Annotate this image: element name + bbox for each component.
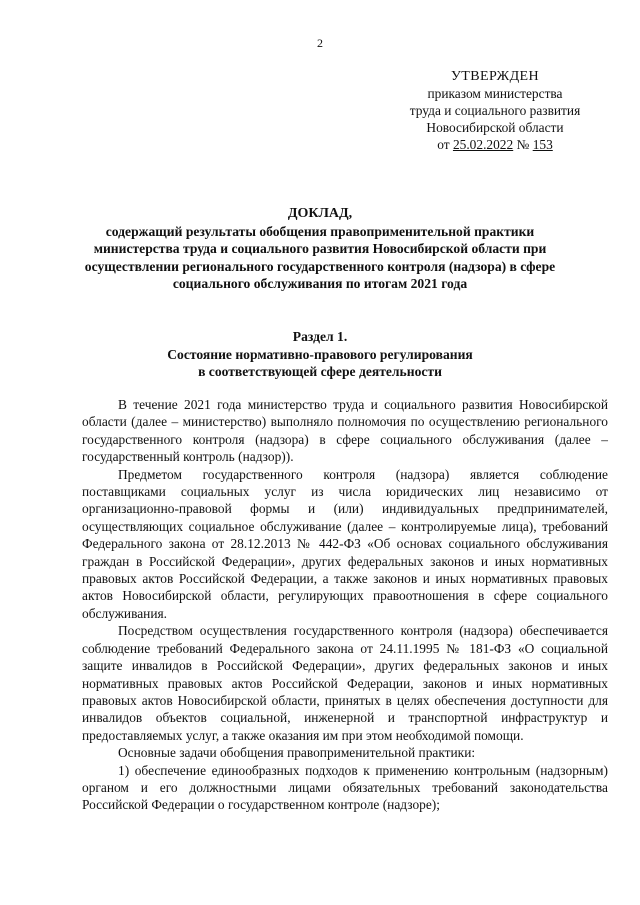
report-heading	[60, 205, 580, 293]
report-subtitle-line: министерства труда и социального развития Новосибирской области при	[93, 241, 547, 256]
paragraph: В течение 2021 года министерство труда и социального развития Новосибирской области (далее – министерство) выполняло полномочия по осуществлению регионального государственного контроля (надзора) в сфере социального обслуживания (далее – государственный контроль (надзор)).	[82, 397, 608, 465]
report-title: ДОКЛАД,	[287, 206, 353, 221]
paragraph: 1) обеспечение единообразных подходов к применению контрольным (надзорным) органом и его должностными лицами обязательных требований законодательства Российской Федерации о государственном контроле (надзоре);	[82, 762, 608, 813]
paragraph: Посредством осуществления государственного контроля (надзора) обеспечивается соблюдение требований Федерального закона от 24.11.1995 № 181-ФЗ «О социальной защите инвалидов в Российской Федерации», других федеральных законов и иных нормативных правовых актов Российской Федерации, законов и иных нормативных правовых актов Новосибирской области, принятых в целях обеспечения доступности для инвалидов объектов социальной, инженерной и транспортной инфраструктур и предоставляемых услуг, а также оказания им при этом необходимой помощи.	[82, 623, 608, 743]
report-subtitle-line: содержащий результаты обобщения правоприменительной практики	[105, 223, 535, 239]
report-subtitle-line: социального обслуживания по итогам 2021 года	[172, 276, 468, 291]
approval-number: 153	[532, 137, 553, 152]
approval-line: приказом министерства	[427, 86, 563, 101]
paragraph: Основные задачи обобщения правоприменительной практики:	[118, 745, 476, 761]
number-prefix: №	[513, 137, 533, 152]
date-prefix: от	[437, 137, 453, 152]
body-text	[82, 396, 608, 814]
approval-line: Новосибирской области	[426, 120, 564, 135]
approval-date: 25.02.2022	[452, 137, 514, 152]
section-title-line: Состояние нормативно-правового регулирования	[167, 346, 473, 362]
approval-line: труда и социального развития	[409, 103, 581, 118]
section-heading	[60, 328, 580, 381]
report-subtitle-line: осуществлении регионального государственного контроля (надзора) в сфере	[84, 258, 556, 274]
page-number: 2	[317, 36, 323, 50]
approval-date-line	[395, 136, 595, 153]
section-title-line: в соответствующей сфере деятельности	[198, 364, 442, 379]
paragraph: Предметом государственного контроля (надзора) является соблюдение поставщиками социальных услуг из числа юридических лиц независимо от организационно-правовой формы и (или) индивидуальных предпринимателей, осуществляющих социальное обслуживание (далее – контролируемые лица), требований Федерального закона от 28.12.2013 № 442-ФЗ «Об основах социального обслуживания граждан в Российской Федерации», других федеральных законов и иных нормативных правовых актов Российской Федерации, а также законов и иных нормативных правовых актов Новосибирской области, регулирующих правоотношения в сфере социального обслуживания.	[82, 466, 608, 621]
section-number: Раздел 1.	[292, 329, 348, 344]
approval-block	[395, 68, 595, 153]
approval-title: УТВЕРЖДЕН	[450, 69, 539, 84]
